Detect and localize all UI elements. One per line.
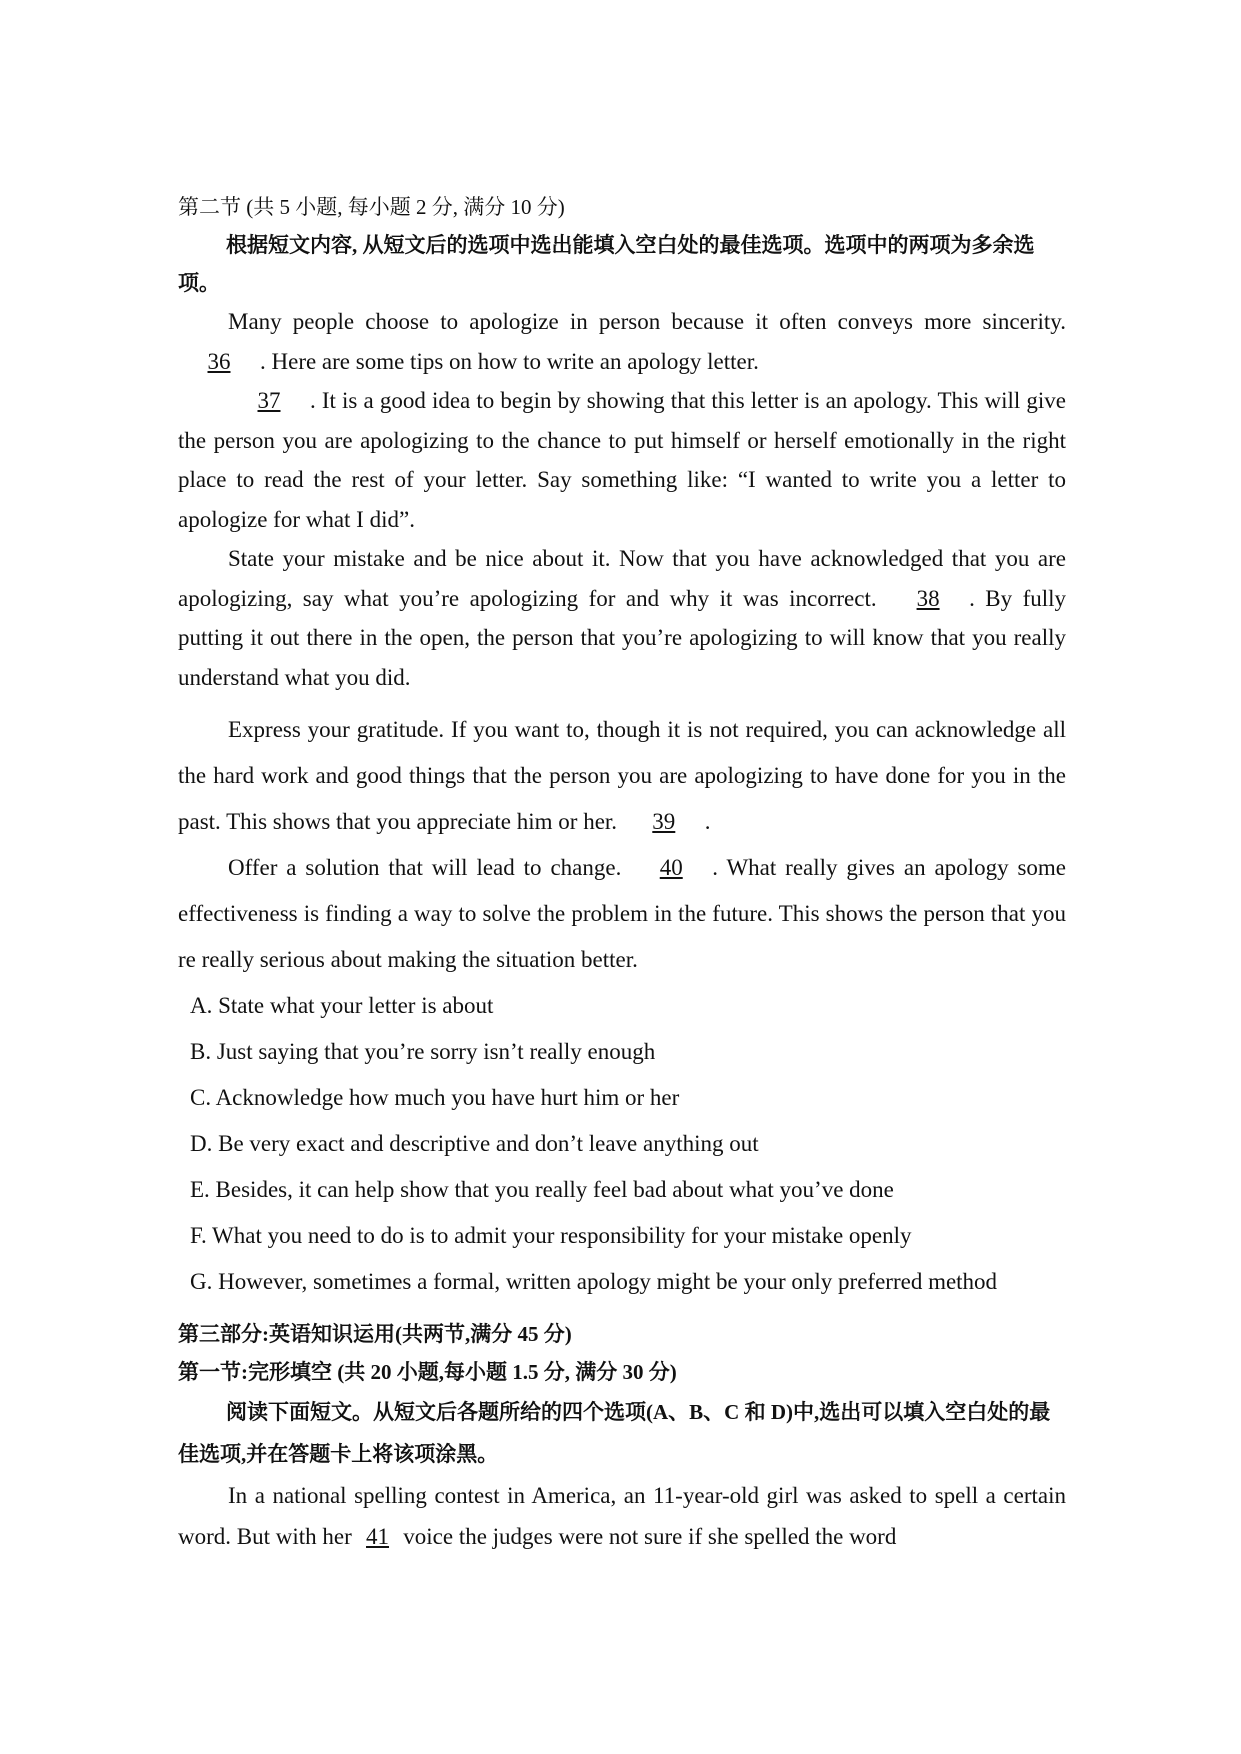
passage-paragraph-2	[178, 381, 1066, 539]
passage-paragraph-5	[178, 845, 1066, 983]
option-d: D. Be very exact and descriptive and don’t leave anything out	[190, 1131, 759, 1156]
part3-instruction: 阅读下面短文。从短文后各题所给的四个选项(A、B、C 和 D)中,选出可以填入空白处的最佳选项,并在答题卡上将该项涂黑。	[178, 1400, 1051, 1466]
option-c: C. Acknowledge how much you have hurt him or her	[190, 1085, 680, 1110]
option-b: B. Just saying that you’re sorry isn’t really enough	[190, 1039, 656, 1064]
paragraph-text: State your mistake and be nice about it. Now that you have acknowledged that you are apologizing, say what you’re apologizing for and why it was incorrect.	[178, 546, 1066, 611]
blank-38: 38	[916, 585, 940, 611]
part3-heading: 第三部分:英语知识运用(共两节,满分 45 分)	[178, 1322, 572, 1346]
paragraph-text: In a national spelling contest in America, an 11-year-old girl was asked to spell a certain word. But with her	[178, 1483, 1066, 1549]
blank-40: 40	[659, 855, 683, 880]
passage-paragraph-4	[178, 707, 1066, 845]
option-e: E. Besides, it can help show that you really feel bad about what you’ve done	[190, 1177, 894, 1202]
paragraph-text: Many people choose to apologize in person because it often conveys more sincerity.	[228, 309, 1066, 334]
part3-section1-heading: 第一节:完形填空 (共 20 小题,每小题 1.5 分, 满分 30 分)	[178, 1360, 677, 1384]
paragraph-text: . By fully putting it out there in the open, the person that you’re apologizing to will know that you really understand what you did.	[178, 585, 1067, 690]
section2-instruction: 根据短文内容, 从短文后的选项中选出能填入空白处的最佳选项。选项中的两项为多余选项。	[178, 233, 1035, 295]
passage-paragraph-3	[178, 539, 1066, 697]
option-g: G. However, sometimes a formal, written apology might be your only preferred method	[190, 1269, 998, 1294]
cloze-paragraph-1	[178, 1475, 1066, 1557]
option-f: F. What you need to do is to admit your responsibility for your mistake openly	[190, 1223, 912, 1248]
page-content	[178, 188, 1066, 1557]
paragraph-text: Express your gratitude. If you want to, though it is not required, you can acknowledge all the hard work and good things that the person you are apologizing to have done for you in the past. This shows that you appreciate him or her.	[178, 717, 1066, 834]
option-a: A. State what your letter is about	[190, 993, 494, 1018]
answer-options	[178, 983, 1066, 1305]
blank-39: 39	[652, 809, 676, 834]
paragraph-text: voice the judges were not sure if she spelled the word	[403, 1524, 897, 1549]
paragraph-text: .	[704, 809, 711, 834]
blank-41: 41	[366, 1524, 390, 1549]
passage-paragraph-1	[178, 302, 1066, 381]
blank-36: 36	[207, 348, 231, 374]
paragraph-text: . Here are some tips on how to write an apology letter.	[260, 348, 759, 374]
paragraph-text: . It is a good idea to begin by showing that this letter is an apology. This will give the person you are apologizing to the chance to put himself or herself emotionally in the right place to read the rest of your letter. Say something like: “I wanted to write you a letter to apologize for what I did”.	[178, 388, 1066, 532]
section2-heading: 第二节 (共 5 小题, 每小题 2 分, 满分 10 分)	[178, 195, 565, 219]
paragraph-text: Offer a solution that will lead to change.	[228, 855, 622, 880]
blank-37: 37	[257, 388, 281, 413]
paragraph-text: . What really gives an apology some effectiveness is finding a way to solve the problem in the future. This shows the person that you re really serious about making the situation better.	[178, 855, 1067, 972]
